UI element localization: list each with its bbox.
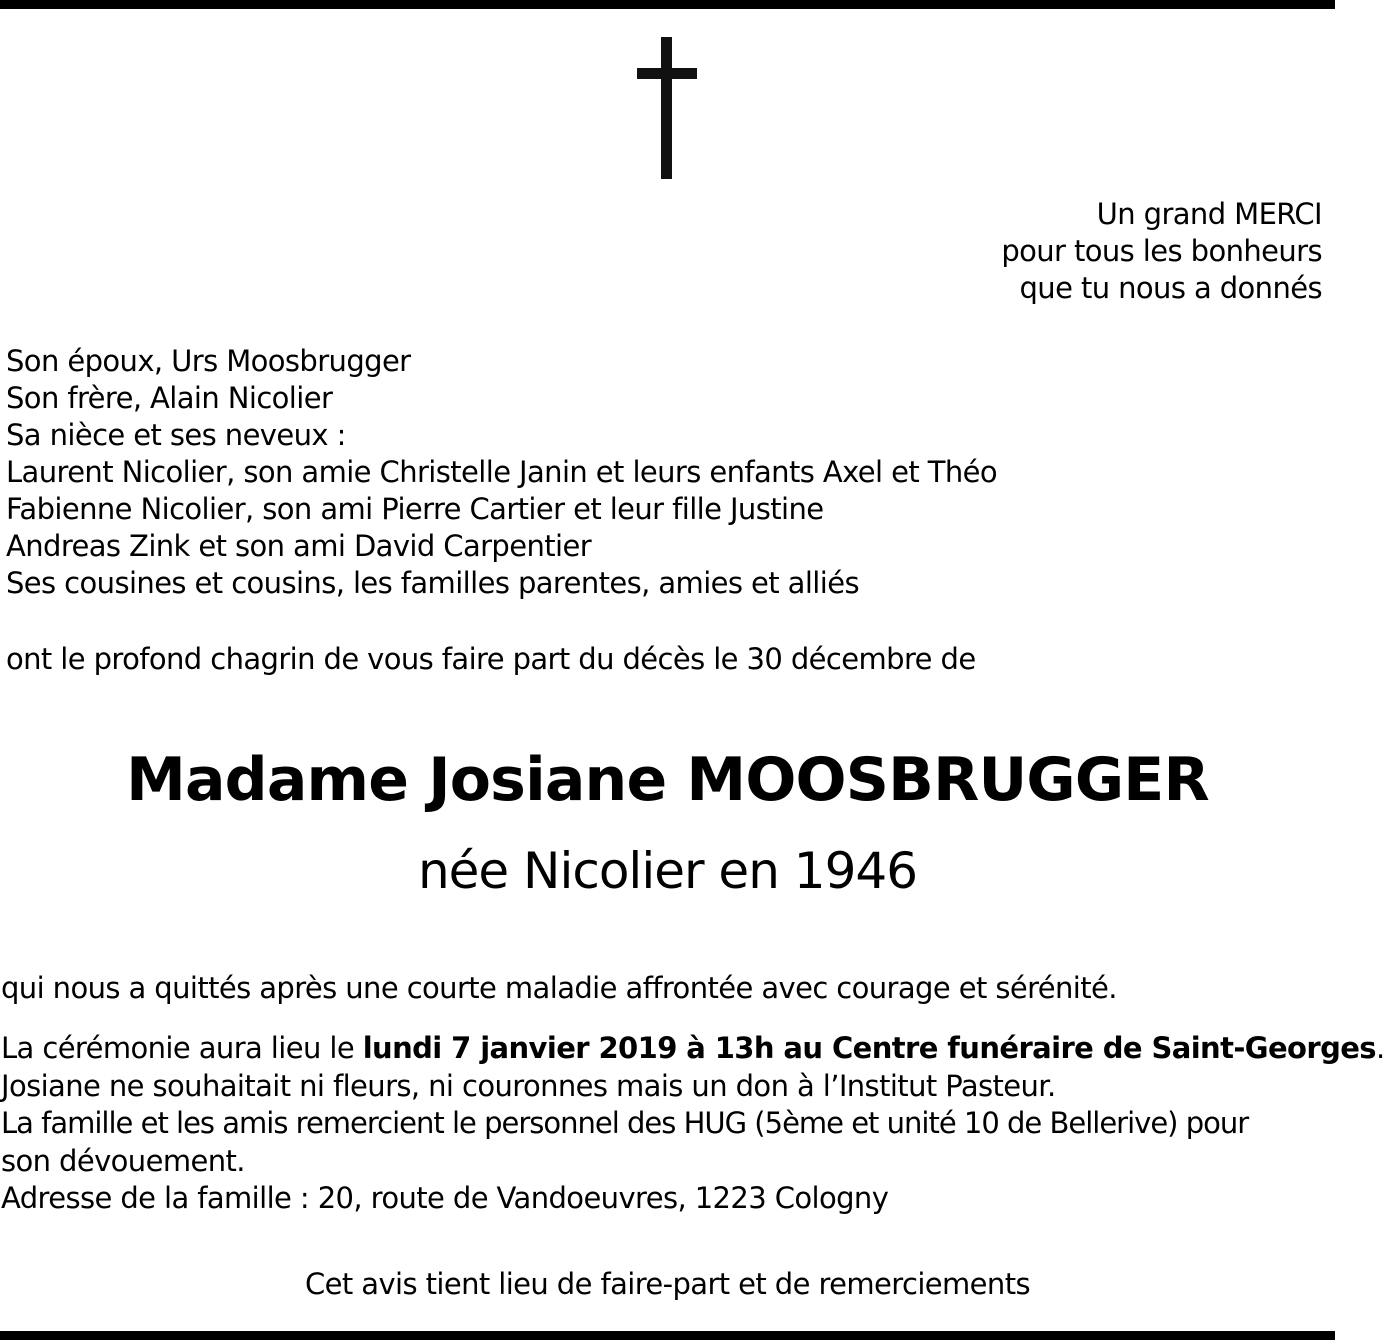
dedication-line: Un grand MERCI [1096, 197, 1322, 231]
announcement-text: ont le profond chagrin de vous faire part du décès le 30 décembre de [6, 642, 976, 676]
mourner-line: Andreas Zink et son ami David Carpentier [6, 529, 592, 563]
mourner-line: Laurent Nicolier, son amie Christelle Janin et leurs enfants Axel et Théo [6, 455, 997, 489]
mourner-line: Son époux, Urs Moosbrugger [6, 344, 411, 378]
deceased-birth-info: née Nicolier en 1946 [417, 842, 918, 900]
family-mourners-list [6, 343, 997, 602]
mourner-line: Ses cousines et cousins, les familles parentes, amies et alliés [6, 566, 859, 600]
thanks-line-continued: son dévouement. [1, 1143, 245, 1178]
family-address-line: Adresse de la famille : 20, route de Vandoeuvres, 1223 Cologny [1, 1181, 889, 1215]
mourner-line: Fabienne Nicolier, son ami Pierre Cartier et leur fille Justine [6, 492, 824, 526]
thank-you-dedication [1001, 196, 1322, 307]
bottom-border-rule [0, 1331, 1335, 1340]
thanks-line: La famille et les amis remercient le personnel des HUG (5ème et unité 10 de Bellerive) pour [1, 1106, 1249, 1140]
ceremony-prefix: La cérémonie aura lieu le [1, 1031, 363, 1065]
mourner-line: Sa nièce et ses neveux : [6, 418, 346, 452]
dedication-line: que tu nous a donnés [1019, 271, 1322, 305]
latin-cross-icon [637, 37, 697, 179]
ceremony-date-place: lundi 7 janvier 2019 à 13h au Centre funéraire de Saint-Georges [362, 1031, 1376, 1065]
ceremony-suffix: . [1375, 1031, 1385, 1065]
ceremony-details [1, 1030, 1385, 1218]
ceremony-line [1, 1030, 1385, 1068]
top-border-rule [0, 0, 1335, 9]
cross-horizontal-bar [637, 68, 697, 79]
mourner-line: Son frère, Alain Nicolier [6, 381, 333, 415]
deceased-name: Madame Josiane MOOSBRUGGER [126, 745, 1209, 815]
passing-text: qui nous a quittés après une courte maladie affrontée avec courage et sérénité. [1, 971, 1117, 1005]
dedication-line: pour tous les bonheurs [1001, 234, 1322, 268]
donation-line: Josiane ne souhaitait ni fleurs, ni couronnes mais un don à l’Institut Pasteur. [1, 1068, 1056, 1103]
cross-vertical-bar [661, 37, 672, 179]
closing-notice: Cet avis tient lieu de faire-part et de remerciements [305, 1267, 1030, 1301]
